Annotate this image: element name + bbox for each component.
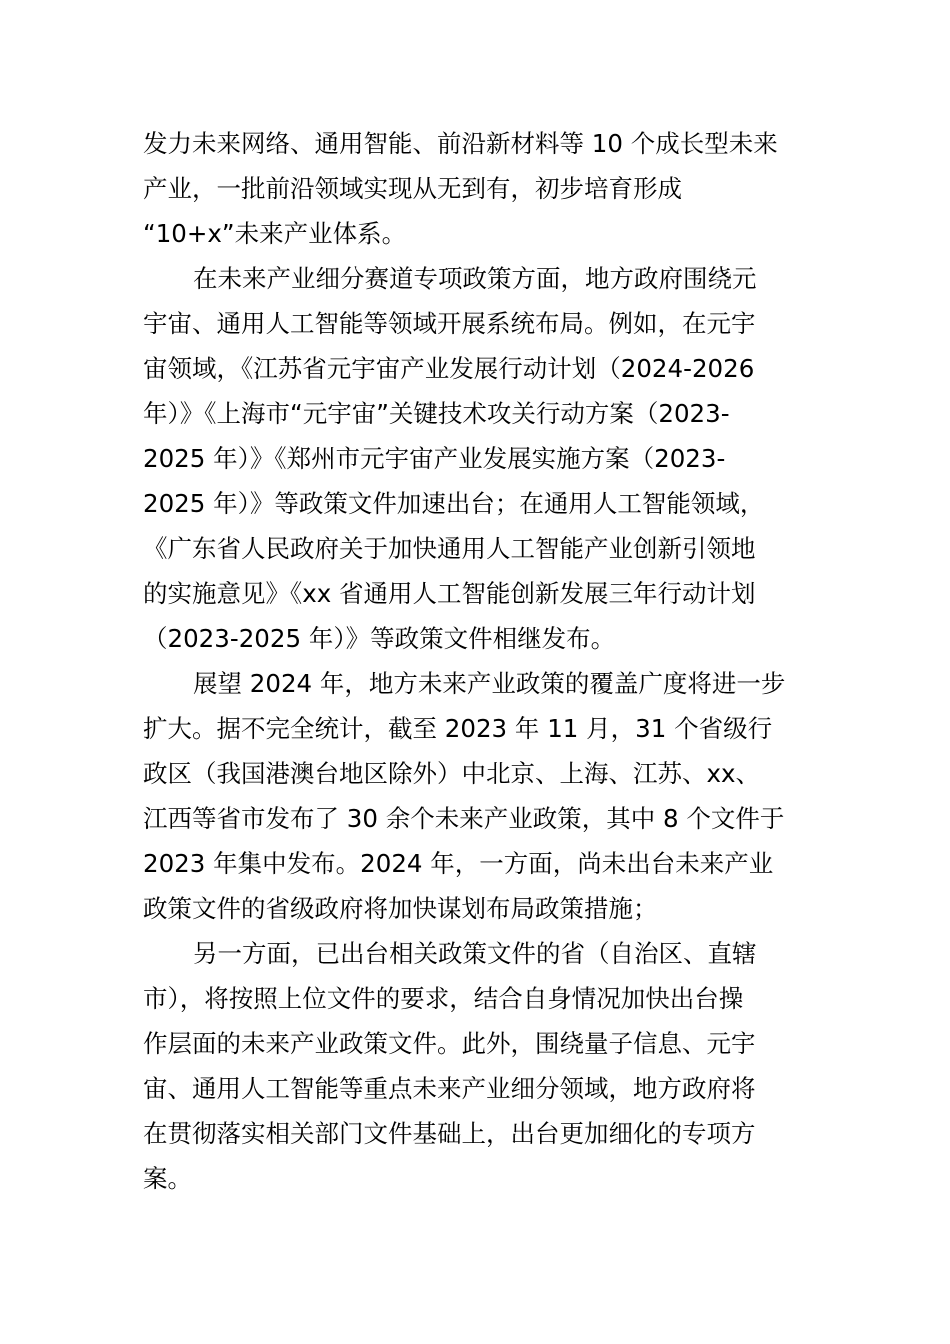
text-line: 案。 [143,1164,192,1193]
text-line: （2023-2025 年）》等政策文件相继发布。 [143,624,616,653]
text-line: 作层面的未来产业政策文件。此外，围绕量子信息、元宇 [143,1029,756,1058]
paragraph-first-line: 在未来产业细分赛道专项政策方面，地方政府围绕元 [193,264,757,293]
text-line: 发力未来网络、通用智能、前沿新材料等 10 个成长型未来 [143,129,778,158]
text-line: 产业，一批前沿领域实现从无到有，初步培育形成 [143,174,682,203]
text-line: 扩大。据不完全统计，截至 2023 年 11 月，31 个省级行 [143,714,773,743]
text-line: 在贯彻落实相关部门文件基础上，出台更加细化的专项方 [143,1119,756,1148]
text-line: 《广东省人民政府关于加快通用人工智能产业创新引领地 [143,534,756,563]
text-line: 的实施意见》《xx 省通用人工智能创新发展三年行动计划 [143,579,756,608]
text-line: 宇宙、通用人工智能等领域开展系统布局。例如，在元宇 [143,309,756,338]
text-line: 宙、通用人工智能等重点未来产业细分领域，地方政府将 [143,1074,756,1103]
text-line: 年）》《上海市“元宇宙”关键技术攻关行动方案（2023- [143,399,730,428]
text-line: 市），将按照上位文件的要求，结合自身情况加快出台操 [143,984,744,1013]
text-line: 宙领域，《江苏省元宇宙产业发展行动计划（2024-2026 [143,354,755,383]
text-line: 江西等省市发布了 30 余个未来产业政策，其中 8 个文件于 [143,804,785,833]
text-line: 政区（我国港澳台地区除外）中北京、上海、江苏、xx、 [143,759,760,788]
text-line: 政策文件的省级政府将加快谋划布局政策措施； [143,894,658,923]
text-line: 2025 年）》《郑州市元宇宙产业发展实施方案（2023- [143,444,726,473]
document-body [143,121,813,1201]
paragraph-first-line: 展望 2024 年，地方未来产业政策的覆盖广度将进一步 [193,669,786,698]
text-line: 2025 年）》等政策文件加速出台；在通用人工智能领域， [143,489,765,518]
paragraph-first-line: 另一方面，已出台相关政策文件的省（自治区、直辖 [193,939,757,968]
text-line: 2023 年集中发布。2024 年，一方面，尚未出台未来产业 [143,849,774,878]
text-line: “10+x”未来产业体系。 [143,219,407,248]
